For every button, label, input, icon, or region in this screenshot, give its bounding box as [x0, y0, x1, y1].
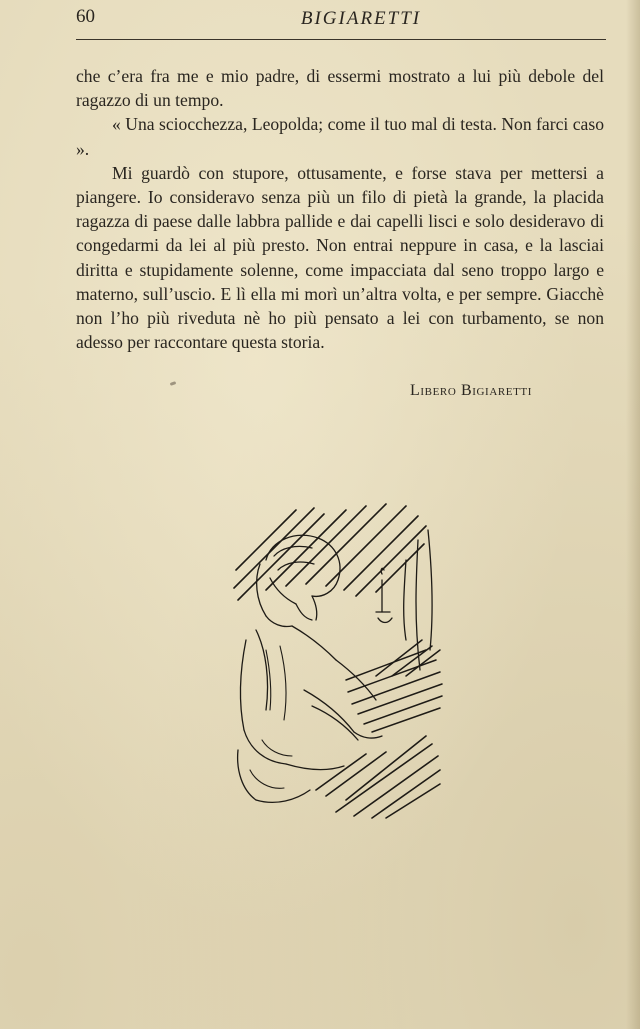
page-gutter-shadow: [626, 0, 640, 1029]
header-rule: [76, 39, 606, 40]
hatching-bottom: [316, 736, 440, 818]
author-signature: Libero Bigiaretti: [410, 382, 533, 399]
running-head: [76, 6, 606, 38]
paragraph-2: « Una sciocchezza, Leopolda; come il tuo mal di testa. Non farci caso ».: [76, 114, 604, 159]
candle-sconce: [376, 568, 392, 622]
paragraph-1: che c’era fra me e mio padre, di essermi mostrato a lui più debole del ragazzo di un tempo.: [76, 66, 604, 111]
page-number: 60: [76, 6, 95, 27]
ink-speck: [170, 381, 177, 386]
pen-sketch-illustration: [226, 500, 456, 820]
figure-body: [238, 626, 376, 802]
paragraph-3: Mi guardò con stupore, ottusamente, e forse stava per mettersi a piangere. Io consideravo senza più un filo di pietà la grande, la placida ragazza di paese dalle labbra pallide e dai capelli lisci e solo desideravo di congedarmi da lei al più presto. Non entrai neppure in casa, e la lasciai diritta e stupidamente solenne, come impacciata dal seno troppo largo e materno, sull’uscio. E lì ella mi morì un’altra volta, e per sempre. Giacchè non l’ho più riveduta nè ho più pensato a lei con turbamento, se non adesso per raccontare questa storia.: [76, 162, 604, 353]
hatching-top: [234, 504, 426, 600]
running-title: BIGIARETTI: [300, 8, 422, 29]
body-text: [76, 64, 604, 354]
piano-hatching: [346, 640, 442, 732]
dress-folds: [250, 646, 292, 788]
figure-head: [257, 535, 340, 626]
